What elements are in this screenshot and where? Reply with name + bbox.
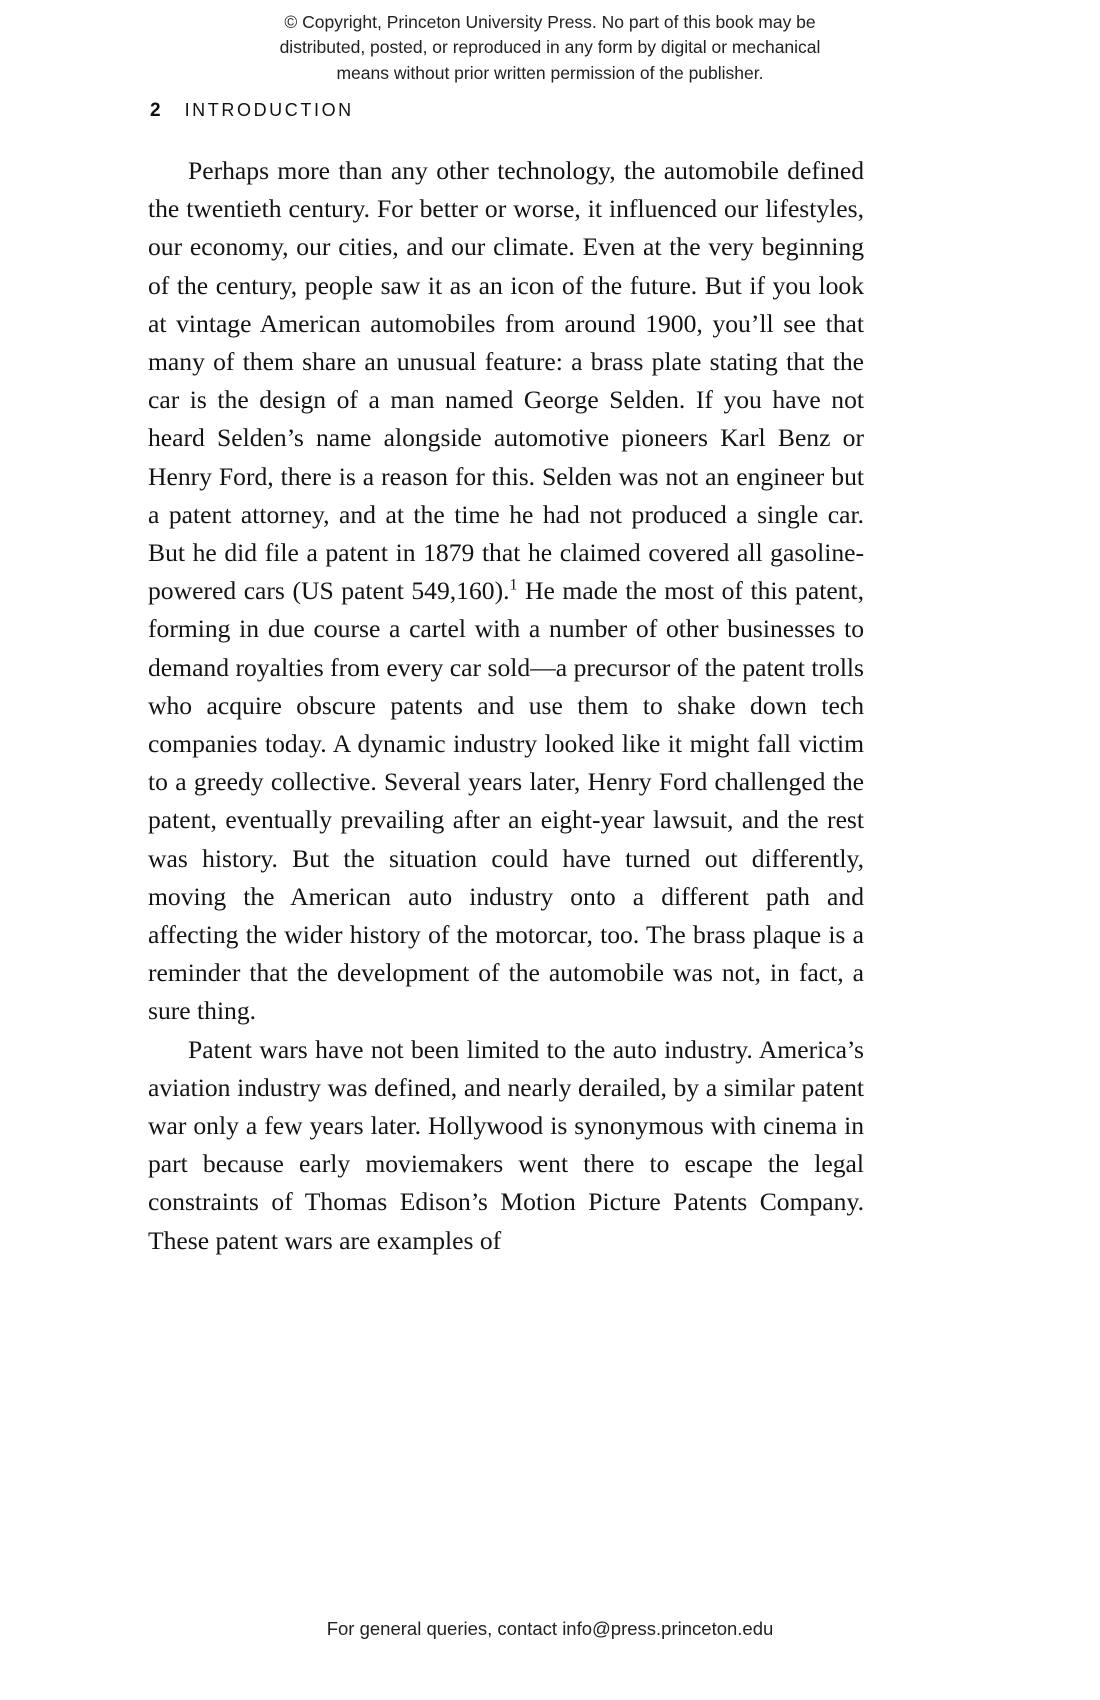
page-footer: For general queries, contact info@press.princeton.edu [326, 1618, 774, 1639]
copyright-notice [0, 10, 1100, 86]
copyright-line-1: © Copyright, Princeton University Press. No part of this book may be [284, 12, 816, 32]
copyright-line-2: distributed, posted, or reproduced in any form by digital or mechanical [279, 37, 821, 58]
paragraph-1 [148, 152, 864, 1031]
paragraph-1-text-after-note: He made the most of this patent, forming in due course a cartel with a number of other businesses to demand royalties from every car sold—a precursor of the patent trolls who acquire obscure patents and use them to shake down tech companies today. A dynamic industry looked like it might fall victim to a greedy collective. Several years later, Henry Ford challenged the patent, eventually prevailing after an eight-year lawsuit, and the rest was history. But the situation could have turned out differently, moving the American auto industry onto a different path and affecting the wider history of the motorcar, too. The brass plaque is a reminder that the development of the automobile was not, in fact, a sure thing. [148, 576, 864, 1026]
body-text [148, 152, 864, 1260]
chapter-title: INTRODUCTION [184, 100, 354, 120]
copyright-line-3: means without prior written permission of the publisher. [336, 62, 764, 83]
paragraph-2: Patent wars have not been limited to the auto industry. America’s aviation industry was defined, and nearly derailed, by a similar patent war only a few years later. Hollywood is synonymous with cinema in part because early moviemakers went there to escape the legal constraints of Thomas Edison’s Motion Picture Patents Company. These patent wars are examples of [148, 1034, 864, 1255]
paragraph-1-text-before-note: Perhaps more than any other technology, the automobile defined the twentieth century. For better or worse, it influenced our lifestyles, our economy, our cities, and our climate. Even at the very beginning of the century, people saw it as an icon of the future. But if you look at vintage American automobiles from around 1900, you’ll see that many of them share an unusual feature: a brass plate stating that the car is the design of a man named George Selden. If you have not heard Selden’s name alongside automotive pioneers Karl Benz or Henry Ford, there is a reason for this. Selden was not an engineer but a patent attorney, and at the time he had not produced a single car. But he did file a patent in 1879 that he claimed covered all gasoline-powered cars (US patent 549,160). [148, 156, 864, 606]
page-number: 2 [150, 100, 161, 121]
footnote-marker-1: 1 [509, 576, 518, 594]
running-head [150, 100, 354, 122]
